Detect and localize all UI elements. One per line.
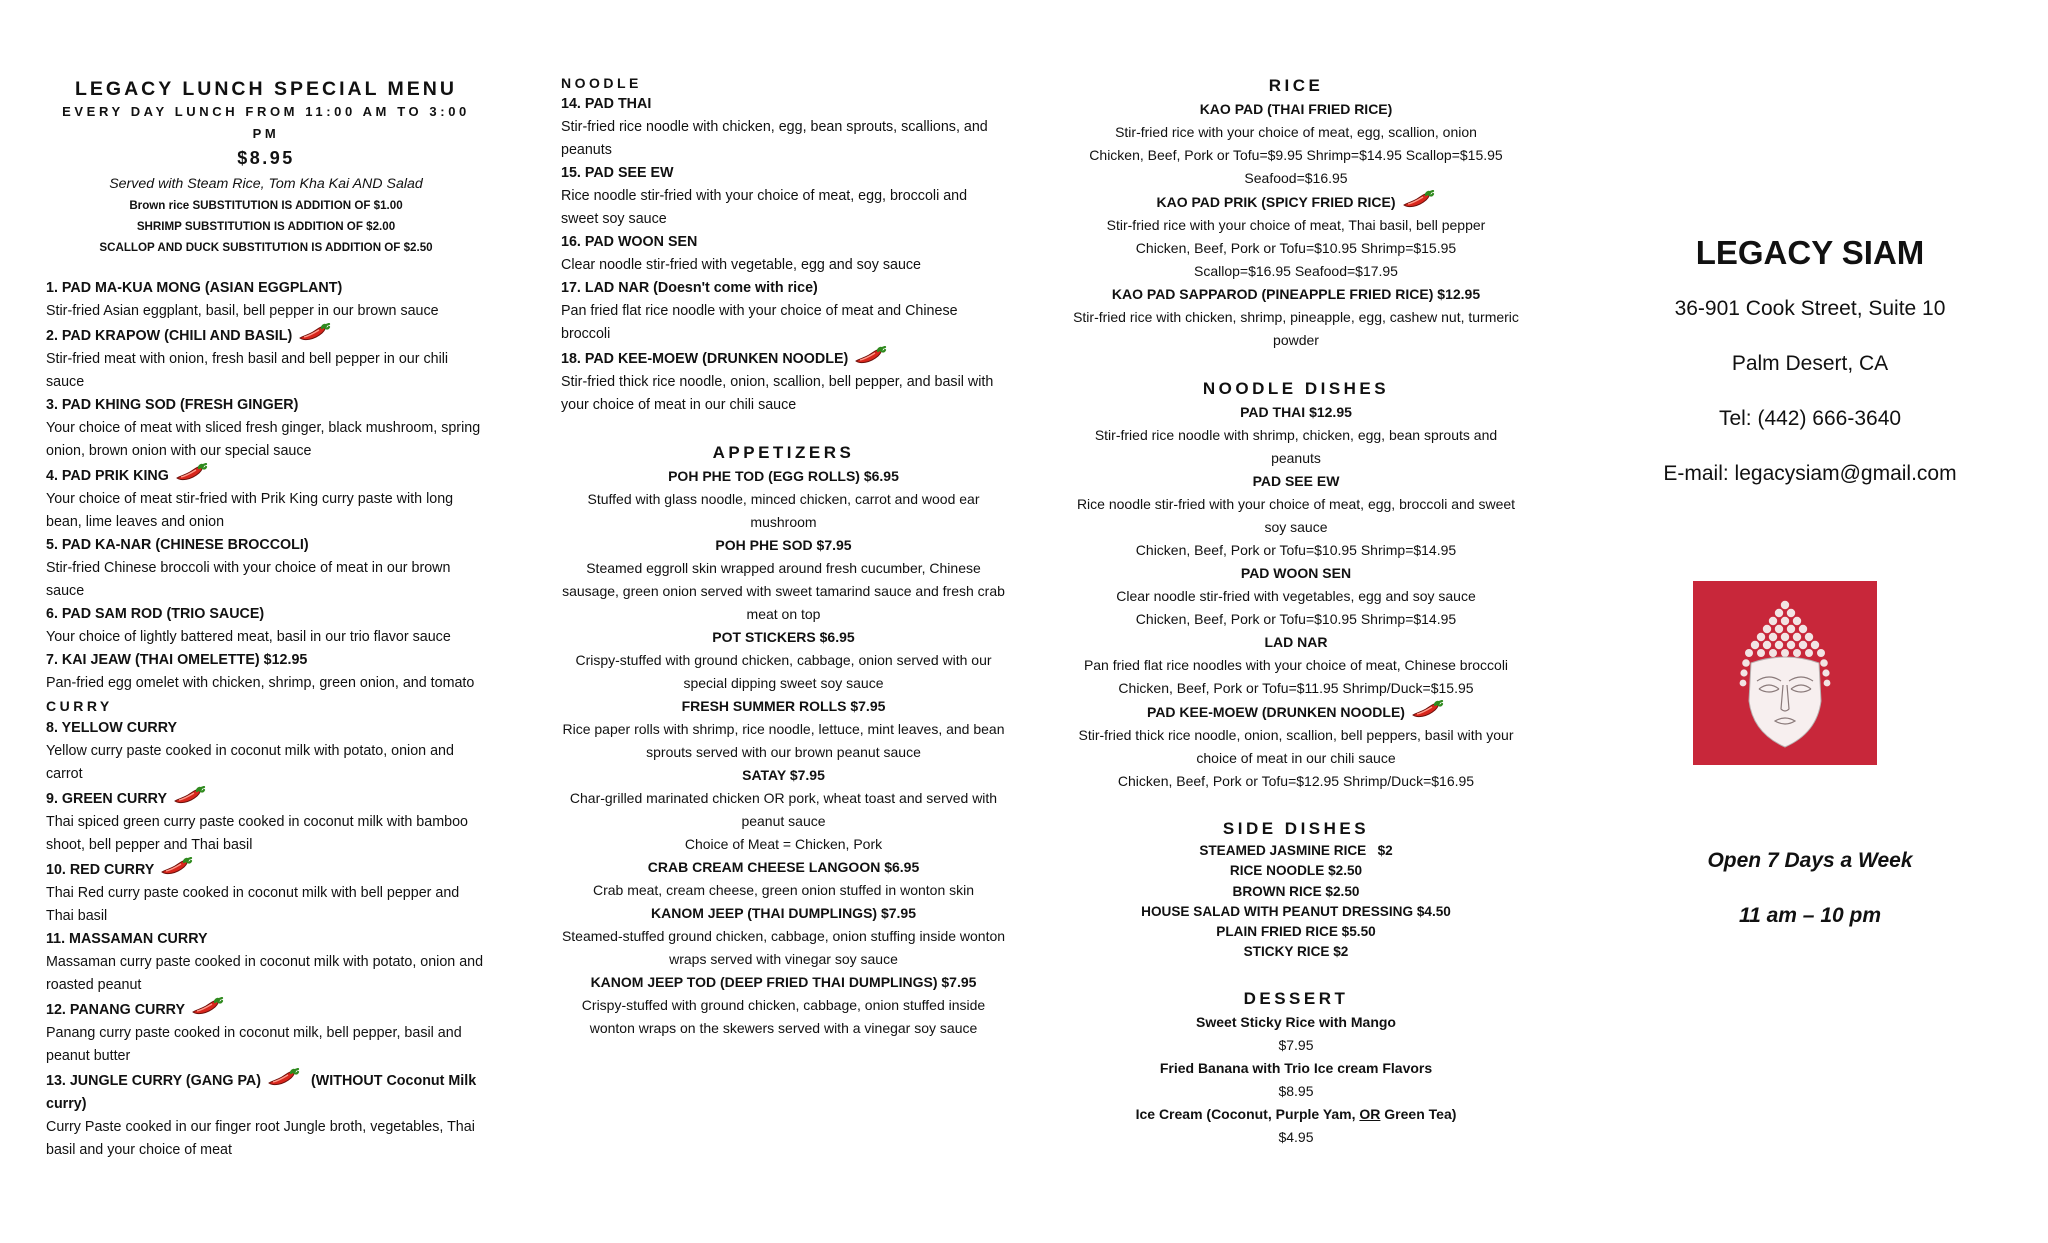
side-dishes-title: SIDE DISHES [1222,819,1370,838]
item-price: $8.95 [1278,1082,1314,1099]
menu-item [46,649,486,695]
lunch-special-column [46,0,486,1162]
item-prices: Chicken, Beef, Pork or Tofu=$10.95 Shrimp=$15.95 Scallop=$16.95 Seafood=$17.95 [1135,240,1457,279]
chili-pepper-icon [173,786,207,806]
menu-item [561,93,1006,162]
substitution-note: SHRIMP SUBSTITUTION IS ADDITION OF $2.00 [136,220,396,233]
item-name: KANOM JEEP TOD (DEEP FRIED THAI DUMPLINGS) $7.95 [590,974,977,990]
item-description: Crispy-stuffed with ground chicken, cabbage, onion stuffed inside wonton wraps on the skewers served with a vinegar soy sauce [581,997,986,1036]
item-name: 5. PAD KA-NAR (CHINESE BROCCOLI) [46,537,309,553]
item-name: KANOM JEEP (THAI DUMPLINGS) $7.95 [650,905,916,921]
item-description: Stuffed with glass noodle, minced chicken, carrot and wood ear mushroom [587,491,980,530]
side-item: RICE NOODLE $2.50 [1229,863,1363,879]
item-price: $7.95 [1278,1036,1314,1053]
substitution-note: Brown rice SUBSTITUTION IS ADDITION OF $1.00 [129,199,403,212]
logo [1693,581,1877,765]
item-name: PAD THAI $12.95 [1240,404,1352,420]
menu-item [46,323,486,394]
item-name-row [46,323,486,348]
item-name: 15. PAD SEE EW [561,165,674,181]
item-description: Stir-fried rice noodle with chicken, egg, bean sprouts, scallions, and peanuts [561,119,988,158]
chili-pepper-icon [267,1068,301,1088]
item-name-row [46,786,486,811]
item-description: Stir-fried Asian eggplant, basil, bell pepper in our brown sauce [46,303,439,319]
item-name-row [1068,700,1524,724]
item-name: 9. GREEN CURRY [46,791,168,807]
substitution-note: SCALLOP AND DUCK SUBSTITUTION IS ADDITION OF $2.50 [99,241,433,254]
item-description: Pan fried flat rice noodle with your choice of meat and Chinese broccoli [561,303,958,342]
item-prices: Chicken, Beef, Pork or Tofu=$11.95 Shrimp/Duck=$15.95 [1118,680,1474,696]
chili-pepper-icon [191,997,225,1017]
item-name: POT STICKERS $6.95 [712,629,855,645]
item-name-row [561,346,1006,371]
item-description: Stir-fried Chinese broccoli with your choice of meat in our brown sauce [46,560,451,599]
open-hours: 11 am – 10 pm [1738,904,1882,927]
buddha-head-icon [1693,581,1877,765]
item-name: POH PHE SOD $7.95 [715,537,852,553]
item-description: Rice noodle stir-fried with your choice of meat, egg, broccoli and sweet soy sauce [561,188,968,227]
item-description: Curry Paste cooked in our finger root Jungle broth, vegetables, Thai basil and your choice of meat [46,1119,475,1158]
menu-item [46,394,486,463]
item-description: Char-grilled marinated chicken OR pork, wheat toast and served with peanut sauce [569,790,998,829]
side-dishes-section [1068,817,1524,963]
item-description: Clear noodle stir-fried with vegetable, egg and soy sauce [561,257,922,273]
chili-pepper-icon [1402,190,1436,210]
item-description: Your choice of meat with sliced fresh ginger, black mushroom, spring onion, brown onion with our special sauce [46,420,481,459]
item-name: 13. JUNGLE CURRY (GANG PA) [46,1073,262,1089]
item-name: 11. MASSAMAN CURRY [46,931,208,947]
item-description: Yellow curry paste cooked in coconut milk with potato, onion and carrot [46,743,454,782]
lunch-items-list [46,277,486,1162]
item-description: Pan-fried egg omelet with chicken, shrimp, green onion, and tomato [46,675,475,691]
item-name: 6. PAD SAM ROD (TRIO SAUCE) [46,606,265,622]
menu-item [46,997,486,1068]
item-description: Stir-fried rice with chicken, shrimp, pineapple, egg, cashew nut, turmeric powder [1073,309,1519,348]
item-name: PAD SEE EW [1252,473,1340,489]
item-description: Clear noodle stir-fried with vegetables, egg and soy sauce [1116,588,1476,604]
menu-item [46,603,486,649]
item-name: 4. PAD PRIK KING [46,468,169,484]
item-description: Thai Red curry paste cooked in coconut milk with bell pepper and Thai basil [46,885,460,924]
menu-item [46,717,486,786]
item-name: CRAB CREAM CHEESE LANGOON $6.95 [647,859,920,875]
dinner-column [1068,0,1524,1149]
item-name: 18. PAD KEE-MOEW (DRUNKEN NOODLE) [561,351,849,367]
item-prices: Chicken, Beef, Pork or Tofu=$12.95 Shrimp/Duck=$16.95 [1117,773,1475,789]
item-name: 7. KAI JEAW (THAI OMELETTE) $12.95 [46,652,308,668]
appetizers-section [561,441,1006,1040]
menu-item [561,277,1006,346]
menu-item [46,534,486,603]
item-name: 10. RED CURRY [46,862,155,878]
menu-item [561,231,1006,277]
rice-section [1068,74,1524,352]
item-name: 12. PANANG CURRY [46,1002,186,1018]
menu-item [46,786,486,857]
item-description: Rice paper rolls with shrimp, rice noodle, lettuce, mint leaves, and bean sprouts served with our brown peanut sauce [562,721,1005,760]
item-name: PAD WOON SEN [1240,565,1352,581]
menu-item [46,1068,486,1162]
item-name: POH PHE TOD (EGG ROLLS) $6.95 [668,468,899,484]
side-item: BROWN RICE $2.50 [1232,883,1360,899]
item-description: Steamed eggroll skin wrapped around fresh cucumber, Chinese sausage, green onion served with sweet tamarind sauce and fresh crab meat on top [562,560,1005,622]
item-description: Stir-fried rice noodle with shrimp, chicken, egg, bean sprouts and peanuts [1094,427,1498,466]
item-prices: Chicken, Beef, Pork or Tofu=$10.95 Shrimp=$14.95 [1135,611,1457,627]
item-description: Stir-fried rice with your choice of meat, Thai basil, bell pepper [1106,217,1486,233]
item-name: 16. PAD WOON SEN [561,234,698,250]
restaurant-name: LEGACY SIAM [1695,234,1925,271]
chili-pepper-icon [175,463,209,483]
menu-item [561,162,1006,231]
side-item: STICKY RICE $2 [1243,944,1349,960]
item-name: KAO PAD PRIK (SPICY FRIED RICE) [1156,194,1396,210]
dessert-section [1068,987,1524,1149]
item-name-suffix: (WITHOUT Coconut Milk [311,1073,477,1089]
lunch-price: $8.95 [237,148,295,168]
item-name-suffix: curry) [46,1096,87,1112]
noodle-dishes-title: NOODLE DISHES [1202,379,1390,398]
item-name: 2. PAD KRAPOW (CHILI AND BASIL) [46,328,293,344]
item-name: Green Tea) [1380,1105,1457,1122]
lunch-menu-title: LEGACY LUNCH SPECIAL MENU [75,78,457,100]
item-name: KAO PAD SAPPAROD (PINEAPPLE FRIED RICE) $12.95 [1111,286,1481,302]
item-name-row [46,997,486,1022]
item-name: 8. YELLOW CURRY [46,720,178,736]
side-item: HOUSE SALAD WITH PEANUT DRESSING $4.50 [1141,903,1451,919]
item-name: KAO PAD (THAI FRIED RICE) [1199,101,1393,117]
item-description: Steamed-stuffed ground chicken, cabbage, onion stuffing inside wonton wraps served with vinegar soy sauce [561,928,1006,967]
side-item: STEAMED JASMINE RICE $2 [1199,843,1393,858]
item-description: Stir-fried thick rice noodle, onion, scallion, bell peppers, basil with your choice of meat in our chili sauce [1078,727,1514,766]
dessert-title: DESSERT [1243,988,1349,1008]
item-name: 14. PAD THAI [561,96,652,112]
item-name-row [1068,1103,1524,1126]
item-description: Crispy-stuffed with ground chicken, cabbage, onion served with our special dipping sweet soy sauce [575,652,992,691]
side-item: PLAIN FRIED RICE $5.50 [1216,924,1376,940]
restaurant-info-column [1600,0,2020,930]
open-days: Open 7 Days a Week [1707,849,1913,872]
address-line-1: 36-901 Cook Street, Suite 10 [1674,297,1946,320]
item-note: Choice of Meat = Chicken, Pork [684,836,883,852]
item-name-row [46,463,486,488]
item-description: Thai spiced green curry paste cooked in coconut milk with bamboo shoot, bell pepper and Thai basil [46,814,468,853]
noodle-appetizer-column [561,0,1006,1040]
chili-pepper-icon [1411,700,1445,720]
rice-title: RICE [1268,76,1324,95]
item-name-row [46,857,486,882]
chili-pepper-icon [298,323,332,343]
item-prices: Chicken, Beef, Pork or Tofu=$10.95 Shrimp=$14.95 [1135,542,1457,558]
item-description: Your choice of meat stir-fried with Prik King curry paste with long bean, lime leaves and onion [46,491,454,530]
noodle-section-label: NOODLE [561,75,642,91]
lunch-hours: EVERY DAY LUNCH FROM 11:00 AM TO 3:00 PM [62,104,470,141]
item-name: FRESH SUMMER ROLLS $7.95 [681,698,886,714]
item-description: Crab meat, cream cheese, green onion stuffed in wonton skin [592,882,975,898]
menu-item [46,277,486,323]
curry-section-label: CURRY [46,698,113,714]
item-name: Sweet Sticky Rice with Mango [1196,1013,1396,1030]
item-description: Panang curry paste cooked in coconut milk, bell pepper, basil and peanut butter [46,1025,462,1064]
item-name: Ice Cream (Coconut, Purple Yam, [1135,1105,1360,1122]
item-name: SATAY $7.95 [742,767,825,783]
item-price: $4.95 [1278,1128,1314,1145]
menu-item [46,928,486,997]
appetizers-title: APPETIZERS [712,443,855,462]
item-name: 3. PAD KHING SOD (FRESH GINGER) [46,397,299,413]
menu-item [561,346,1006,417]
email-address: E-mail: legacysiam@gmail.com [1663,462,1957,485]
item-description: Rice noodle stir-fried with your choice of meat, egg, broccoli and sweet soy sauce [1076,496,1516,535]
served-with-note: Served with Steam Rice, Tom Kha Kai AND Salad [109,176,423,192]
item-description: Massaman curry paste cooked in coconut milk with potato, onion and roasted peanut [46,954,484,993]
item-description: Stir-fried rice with your choice of meat, egg, scallion, onion [1115,124,1477,140]
item-name: 17. LAD NAR (Doesn't come with rice) [561,280,818,296]
address-line-2: Palm Desert, CA [1731,352,1889,375]
item-name: LAD NAR [1264,634,1328,650]
item-name-row [1068,190,1524,214]
menu-item [46,463,486,534]
item-name-emphasis: OR [1359,1105,1381,1122]
item-name: 1. PAD MA-KUA MONG (ASIAN EGGPLANT) [46,280,343,296]
item-description: Your choice of lightly battered meat, basil in our trio flavor sauce [46,629,451,645]
noodle-dishes-section [1068,377,1524,793]
item-description: Stir-fried thick rice noodle, onion, scallion, bell pepper, and basil with your choice of meat in our chili sauce [561,374,994,413]
item-description: Pan fried flat rice noodles with your choice of meat, Chinese broccoli [1083,657,1509,673]
item-name-row [46,1068,486,1093]
chili-pepper-icon [160,857,194,877]
item-name: PAD KEE-MOEW (DRUNKEN NOODLE) [1147,704,1405,720]
chili-pepper-icon [854,346,888,366]
item-name: Fried Banana with Trio Ice cream Flavors [1159,1059,1433,1076]
item-prices: Chicken, Beef, Pork or Tofu=$9.95 Shrimp=$14.95 Scallop=$15.95 Seafood=$16.95 [1089,147,1503,186]
menu-item [46,857,486,928]
item-description: Stir-fried meat with onion, fresh basil and bell pepper in our chili sauce [46,351,449,390]
phone-number: Tel: (442) 666-3640 [1718,407,1902,430]
